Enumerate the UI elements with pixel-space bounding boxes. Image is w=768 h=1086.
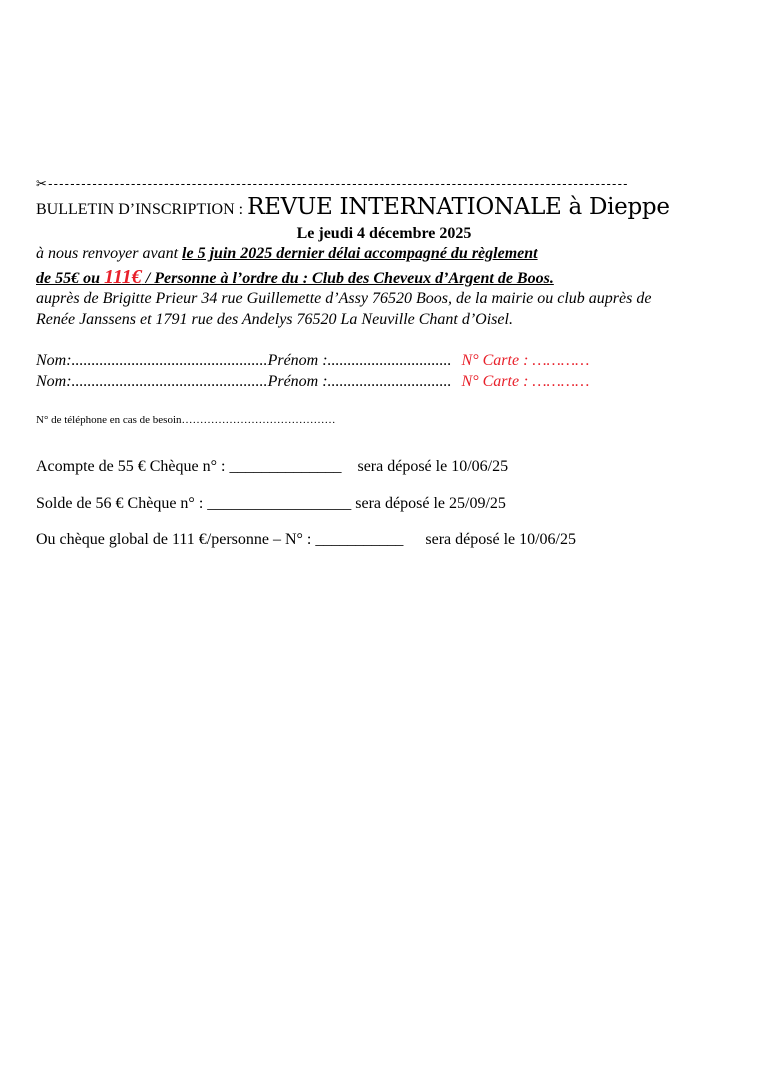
title-separator: : xyxy=(234,201,248,218)
event-date: Le jeudi 4 décembre 2025 xyxy=(296,225,472,242)
payment-label[interactable]: Ou chèque global de 111 €/personne – N° : ___________ xyxy=(36,531,404,548)
payment-row-deposit xyxy=(36,458,508,476)
event-title: REVUE INTERNATIONALE à Dieppe xyxy=(247,194,670,220)
payment-deposit-date: sera déposé le 10/06/25 xyxy=(425,531,576,548)
phone-field[interactable]: N° de téléphone en cas de besoin…………………………………… xyxy=(36,414,336,426)
payment-deposit-date: sera déposé le 10/06/25 xyxy=(357,458,509,475)
nom-field[interactable]: Nom:................................................. xyxy=(36,352,268,369)
nom-field[interactable]: Nom:................................................. xyxy=(36,373,268,390)
card-number-field[interactable]: N° Carte : ………… xyxy=(461,373,590,390)
cut-dashes: --------------------------------------------------------------------------------------------------------- xyxy=(48,176,629,191)
instruction-line-3: auprès de Brigitte Prieur 34 rue Guillemette d’Assy 76520 Boos, de la mairie ou club auprès de xyxy=(36,290,652,307)
payment-label[interactable]: Acompte de 55 € Chèque n° : ______________ xyxy=(36,458,342,475)
payment-label[interactable]: Solde de 56 € Chèque n° : __________________ xyxy=(36,495,352,512)
form-title xyxy=(36,194,670,220)
prenom-field[interactable]: Prénom :............................... xyxy=(267,352,452,369)
instruction-line-2 xyxy=(36,266,554,289)
prenom-field[interactable]: Prénom :............................... xyxy=(267,373,452,390)
card-number-field[interactable]: N° Carte : ………… xyxy=(461,352,590,369)
instruction-line-1 xyxy=(36,245,538,263)
payment-row-balance xyxy=(36,495,506,513)
deadline-text: le 5 juin 2025 dernier délai accompagné du règlement xyxy=(182,245,538,262)
name-row xyxy=(36,352,589,370)
price-text: de 55€ ou xyxy=(36,270,104,287)
payment-deposit-date: sera déposé le 25/09/25 xyxy=(355,495,506,512)
cut-line xyxy=(36,176,736,192)
instruction-line-4: Renée Janssens et 1791 rue des Andelys 76520 La Neuville Chant d’Oisel. xyxy=(36,311,513,328)
payment-row-global xyxy=(36,531,576,549)
scissors-icon: ✂ xyxy=(36,176,49,191)
payee-text: / Personne à l’ordre du : Club des Cheveux d’Argent de Boos. xyxy=(141,270,554,287)
name-row xyxy=(36,373,589,391)
total-price: 111€ xyxy=(104,266,142,288)
title-prefix: BULLETIN D’INSCRIPTION xyxy=(36,201,235,218)
return-before-text: à nous renvoyer avant xyxy=(36,245,183,262)
